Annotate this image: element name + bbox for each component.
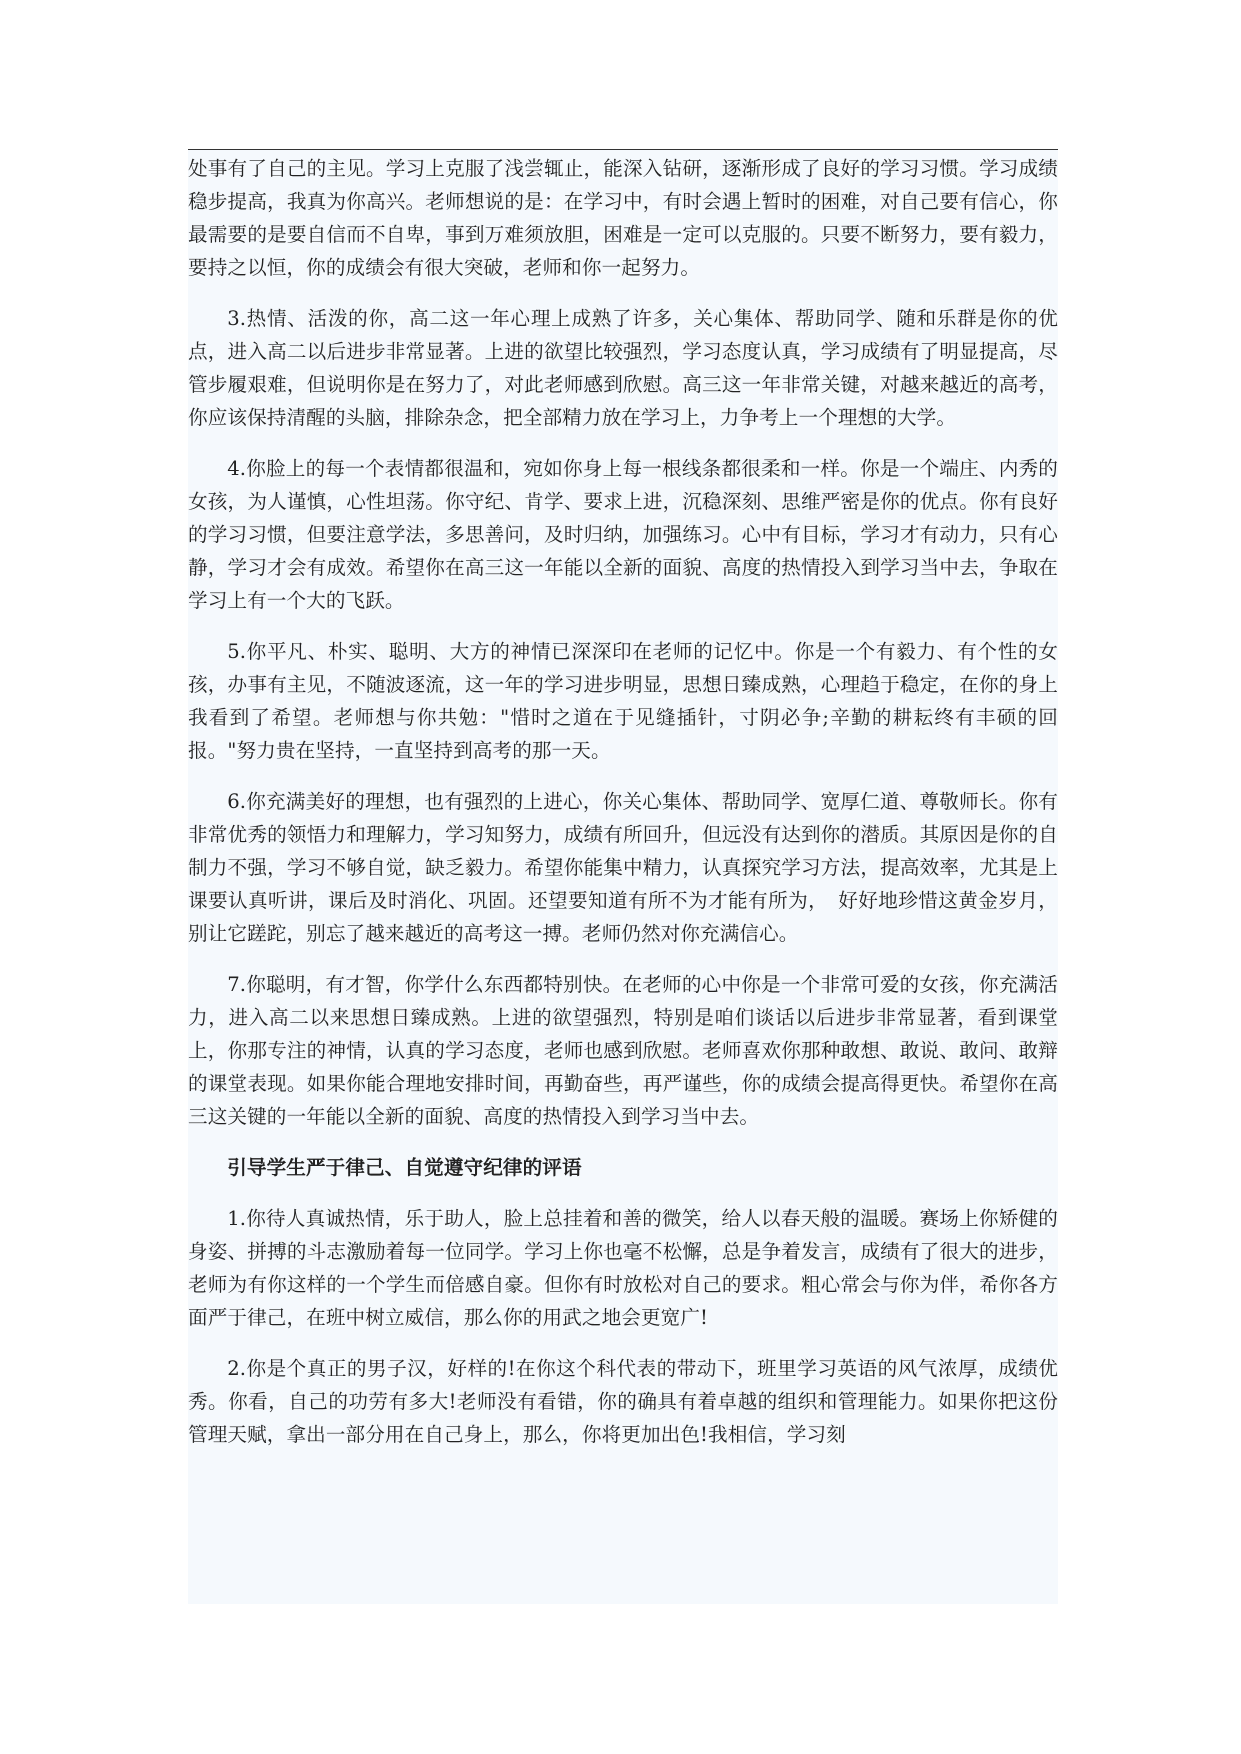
comment-item-5: 5.你平凡、朴实、聪明、大方的神情已深深印在老师的记忆中。你是一个有毅力、有个性的女孩，办事有主见，不随波逐流，这一年的学习进步明显，思想日臻成熟，心理趋于稳定，在你的身上我看到了希望。老师想与你共勉："惜时之道在于见缝插针，寸阴必争;辛勤的耕耘终有丰硕的回报。"努力贵在坚持，一直坚持到高考的那一天。 [188,640,1058,762]
document-body [188,150,1058,1604]
discipline-comment-1: 1.你待人真诚热情，乐于助人，脸上总挂着和善的微笑，给人以春天般的温暖。赛场上你矫健的身姿、拼搏的斗志激励着每一位同学。学习上你也毫不松懈，总是争着发言，成绩有了很大的进步，老师为有你这样的一个学生而倍感自豪。但你有时放松对自己的要求。粗心常会与你为伴，希你各方面严于律己，在班中树立威信，那么你的用武之地会更宽广! [188,1207,1058,1329]
comment-item-7: 7.你聪明，有才智，你学什么东西都特别快。在老师的心中你是一个非常可爱的女孩，你充满活力，进入高二以来思想日臻成熟。上进的欲望强烈，特别是咱们谈话以后进步非常显著，看到课堂上，你那专注的神情，认真的学习态度，老师也感到欣慰。老师喜欢你那种敢想、敢说、敢问、敢辩的课堂表现。如果你能合理地安排时间，再勤奋些，再严谨些，你的成绩会提高得更快。希望你在高三这关键的一年能以全新的面貌、高度的热情投入到学习当中去。 [188,973,1058,1128]
comment-item-6: 6.你充满美好的理想，也有强烈的上进心，你关心集体、帮助同学、宽厚仁道、尊敬师长。你有非常优秀的领悟力和理解力，学习知努力，成绩有所回升，但远没有达到你的潜质。其原因是你的自制力不强，学习不够自觉，缺乏毅力。希望你能集中精力，认真探究学习方法，提高效率，尤其是上课要认真听讲，课后及时消化、巩固。还望要知道有所不为才能有所为， 好好地珍惜这黄金岁月，别让它蹉跎，别忘了越来越近的高考这一搏。老师仍然对你充满信心。 [188,790,1058,945]
comment-item-4: 4.你脸上的每一个表情都很温和，宛如你身上每一根线条都很柔和一样。你是一个端庄、内秀的女孩，为人谨慎，心性坦荡。你守纪、肯学、要求上进，沉稳深刻、思维严密是你的优点。你有良好的学习习惯，但要注意学法，多思善问，及时归纳，加强练习。心中有目标，学习才有动力，只有心静，学习才会有成效。希望你在高三这一年能以全新的面貌、高度的热情投入到学习当中去，争取在学习上有一个大的飞跃。 [188,457,1058,612]
comment-item-3: 3.热情、活泼的你，高二这一年心理上成熟了许多，关心集体、帮助同学、随和乐群是你的优点，进入高二以后进步非常显著。上进的欲望比较强烈，学习态度认真，学习成绩有了明显提高，尽管步履艰难，但说明你是在努力了，对此老师感到欣慰。高三这一年非常关键，对越来越近的高考，你应该保持清醒的头脑，排除杂念，把全部精力放在学习上，力争考上一个理想的大学。 [188,307,1058,429]
paragraph-continued: 处事有了自己的主见。学习上克服了浅尝辄止，能深入钻研，逐渐形成了良好的学习习惯。学习成绩稳步提高，我真为你高兴。老师想说的是：在学习中，有时会遇上暂时的困难，对自己要有信心，你最需要的是要自信而不自卑，事到万难须放胆，困难是一定可以克服的。只要不断努力，要有毅力，要持之以恒，你的成绩会有很大突破，老师和你一起努力。 [188,157,1058,279]
section-heading: 引导学生严于律己、自觉遵守纪律的评语 [227,1156,582,1179]
discipline-comment-2: 2.你是个真正的男子汉，好样的!在你这个科代表的带动下，班里学习英语的风气浓厚，成绩优秀。你看，自己的功劳有多大!老师没有看错，你的确具有着卓越的组织和管理能力。如果你把这份管理天赋，拿出一部分用在自己身上，那么，你将更加出色!我相信，学习刻 [188,1357,1058,1446]
